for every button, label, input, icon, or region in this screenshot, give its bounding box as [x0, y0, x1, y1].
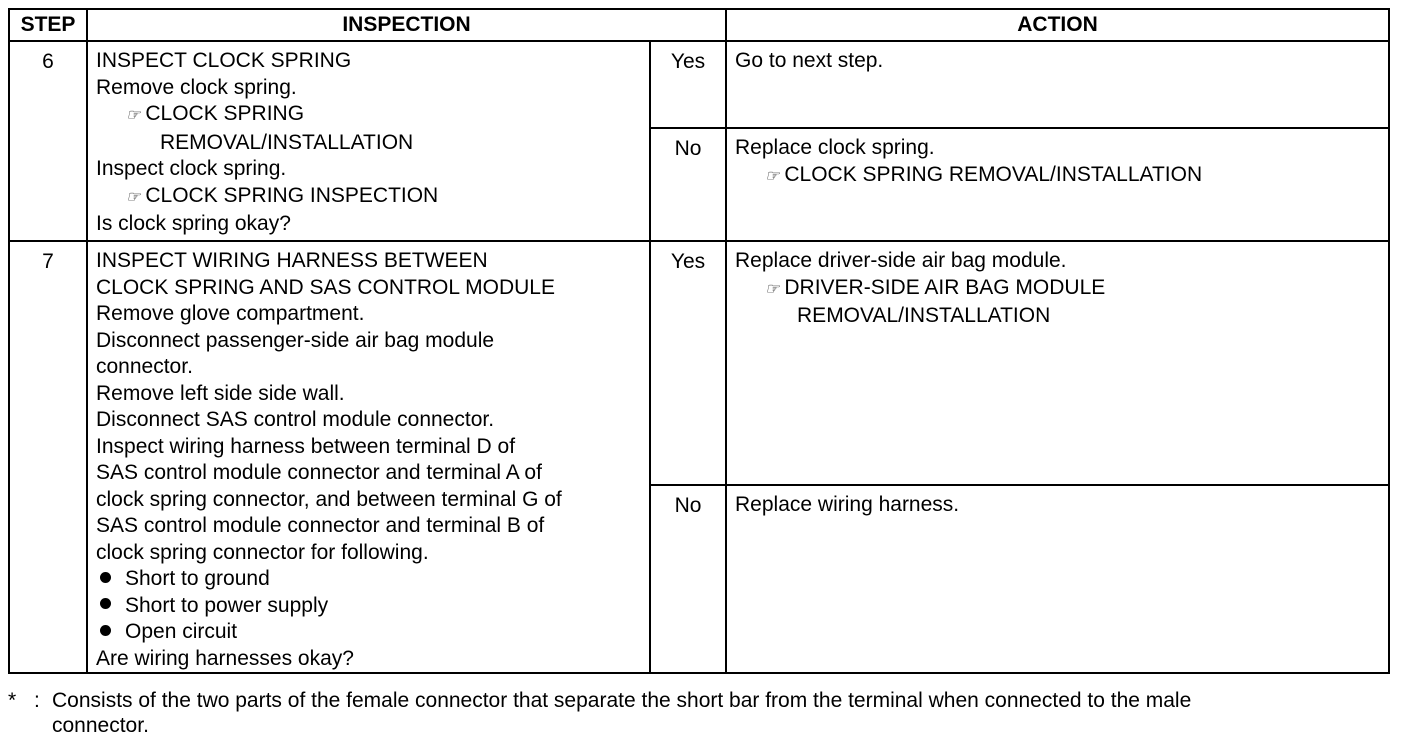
- step-number: 6: [9, 41, 87, 241]
- no-label: No: [650, 128, 726, 241]
- step-7-yes-row: [9, 241, 1389, 485]
- inspection-title: CLOCK SPRING AND SAS CONTROL MODULE: [96, 275, 555, 299]
- step-6-inspection: [87, 41, 650, 241]
- inspection-line: Inspect wiring harness between terminal D of: [96, 434, 516, 458]
- step-6-yes-row: [9, 41, 1389, 128]
- header-step: STEP: [9, 9, 87, 41]
- yes-label: Yes: [650, 41, 726, 128]
- header-action: ACTION: [726, 9, 1389, 41]
- inspection-line: Remove glove compartment.: [96, 302, 365, 325]
- inspection-line: Remove clock spring.: [96, 75, 297, 99]
- inspection-line: Disconnect passenger-side air bag module: [96, 328, 495, 352]
- no-label: No: [650, 485, 726, 673]
- bullet-text: Open circuit: [125, 620, 238, 643]
- inspection-title: INSPECT WIRING HARNESS BETWEEN: [96, 249, 488, 272]
- header-inspection: INSPECTION: [87, 9, 726, 41]
- inspection-line: Remove left side side wall.: [96, 381, 345, 405]
- action-text: Go to next step.: [735, 49, 884, 72]
- inspection-line: connector.: [96, 355, 193, 378]
- reference-line: [735, 162, 1382, 191]
- bullet-dot-icon: [100, 625, 111, 636]
- no-action: [726, 485, 1389, 673]
- reference-text: CLOCK SPRING: [145, 102, 305, 125]
- inspection-question: Is clock spring okay?: [96, 212, 291, 235]
- footnote-mark: *: [8, 689, 17, 712]
- no-action: [726, 128, 1389, 241]
- inspection-line: SAS control module connector and terminal A of: [96, 461, 542, 484]
- inspection-question: Are wiring harnesses okay?: [96, 646, 354, 670]
- step-number: 7: [9, 241, 87, 673]
- footnote-colon: :: [34, 689, 40, 712]
- reference-hand-icon: ☞: [765, 167, 779, 185]
- yes-action: [726, 41, 1389, 128]
- bullet-text: Short to ground: [125, 567, 270, 590]
- bullet-item: [96, 619, 643, 646]
- yes-label: Yes: [650, 241, 726, 485]
- inspection-line: clock spring connector, and between terminal G of: [96, 487, 562, 511]
- yes-action: [726, 241, 1389, 485]
- action-text: Replace driver-side air bag module.: [735, 249, 1067, 272]
- reference-line: [96, 183, 643, 212]
- inspection-line: clock spring connector for following.: [96, 540, 429, 564]
- inspection-line: Disconnect SAS control module connector.: [96, 408, 495, 431]
- diagnostic-table-container: [8, 8, 1388, 674]
- reference-text: DRIVER-SIDE AIR BAG MODULE: [784, 275, 1106, 299]
- action-text: Replace clock spring.: [735, 136, 935, 159]
- reference-hand-icon: ☞: [765, 280, 779, 298]
- reference-hand-icon: ☞: [126, 107, 140, 124]
- reference-text-cont: REMOVAL/INSTALLATION: [797, 304, 1051, 327]
- diagnostic-table: [8, 8, 1390, 674]
- bullet-item: [96, 593, 643, 620]
- footnote: [8, 688, 1388, 738]
- reference-line: [96, 101, 643, 130]
- reference-line: [735, 275, 1382, 304]
- footnote-text-cont: connector.: [52, 714, 149, 737]
- bullet-text: Short to power supply: [125, 593, 329, 617]
- reference-hand-icon: ☞: [126, 188, 140, 206]
- bullet-item: [96, 566, 643, 593]
- reference-text: CLOCK SPRING REMOVAL/INSTALLATION: [784, 162, 1203, 186]
- bullet-dot-icon: [100, 598, 111, 609]
- bullet-dot-icon: [100, 572, 111, 583]
- action-text: Replace wiring harness.: [735, 493, 960, 516]
- footnote-text: Consists of the two parts of the female connector that separate the short bar from the terminal when connected to the male: [52, 689, 1192, 712]
- reference-text-cont: REMOVAL/INSTALLATION: [160, 130, 414, 154]
- inspection-line: SAS control module connector and terminal B of: [96, 514, 545, 537]
- inspection-line: Inspect clock spring.: [96, 157, 287, 180]
- reference-text: CLOCK SPRING INSPECTION: [145, 183, 439, 207]
- inspection-title: INSPECT CLOCK SPRING: [96, 49, 352, 72]
- header-row: [9, 9, 1389, 41]
- step-7-inspection: [87, 241, 650, 673]
